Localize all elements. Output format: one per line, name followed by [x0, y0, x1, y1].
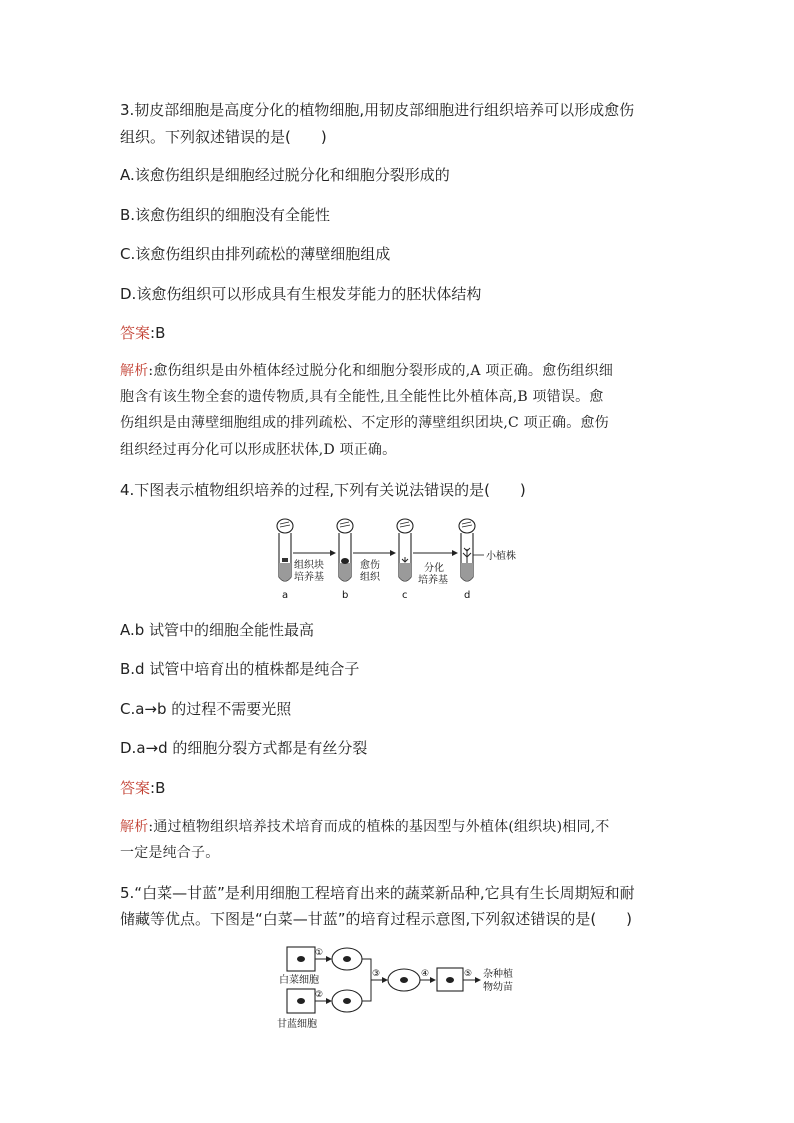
- merge-bracket: [362, 959, 371, 1001]
- label-step2: ②: [315, 990, 324, 1000]
- q4-explanation-text-1: :通过植物组织培养技术培育而成的植株的基因型与外植体(组织块)相同,不: [148, 819, 610, 835]
- tube-a-tissue-block: [282, 558, 288, 562]
- q5-somatic-hybridization-figure: [275, 943, 520, 1035]
- q3-stem-line1: 3.韧皮部细胞是高度分化的植物细胞,用韧皮部细胞进行组织培养可以形成愈伤: [120, 101, 635, 119]
- cabbage-nucleus: [297, 956, 305, 962]
- fused-nucleus: [400, 977, 408, 983]
- tube-d: [459, 519, 484, 581]
- q4-option-d: D.a→d 的细胞分裂方式都是有丝分裂: [120, 739, 368, 757]
- tube-c: [397, 519, 413, 581]
- label-tube-d: d: [464, 590, 471, 601]
- label-tissue-block: 组织块: [294, 560, 324, 571]
- arrow-step1-head: [326, 956, 332, 962]
- q3-explanation-line3: 伤组织是由薄壁细胞组成的排列疏松、不定形的薄壁组织团块,C 项正确。愈伤: [120, 415, 609, 431]
- arrow-a-b-head: [330, 550, 336, 556]
- q3-option-c: C.该愈伤组织由排列疏松的薄壁细胞组成: [120, 245, 391, 263]
- label-step1: ①: [315, 948, 324, 958]
- tube-a-medium: [279, 563, 291, 581]
- cabbage-protoplast-nucleus: [343, 956, 351, 962]
- label-tube-a: a: [282, 590, 289, 601]
- label-kale: 甘蓝细胞: [277, 1019, 317, 1030]
- q3-option-a: A.该愈伤组织是细胞经过脱分化和细胞分裂形成的: [120, 166, 450, 184]
- q4-option-b: B.d 试管中培育出的植株都是纯合子: [120, 660, 360, 678]
- tube-d-medium: [461, 563, 473, 581]
- arrow-step3-head: [382, 977, 388, 983]
- tube-c-medium: [399, 563, 411, 581]
- q4-option-a: A.b 试管中的细胞全能性最高: [120, 621, 315, 639]
- arrow-step2-head: [326, 998, 332, 1004]
- label-tube-c: c: [402, 590, 408, 601]
- q3-option-d: D.该愈伤组织可以形成具有生根发芽能力的胚状体结构: [120, 285, 482, 303]
- q4-answer: [120, 778, 165, 798]
- kale-protoplast-nucleus: [343, 998, 351, 1004]
- label-step4: ④: [421, 969, 430, 979]
- q3-answer: [120, 323, 165, 343]
- q3-explanation-label: 解析: [120, 363, 149, 379]
- q4-option-c: C.a→b 的过程不需要光照: [120, 700, 292, 718]
- q5-stem-line1: 5.“白菜—甘蓝”是利用细胞工程培育出来的蔬菜新品种,它具有生长周期短和耐: [120, 884, 635, 902]
- q4-answer-value: :B: [150, 779, 166, 797]
- q3-explanation-line4: 组织经过再分化可以形成胚状体,D 项正确。: [120, 442, 397, 458]
- q3-option-b: B.该愈伤组织的细胞没有全能性: [120, 206, 331, 224]
- tube-a: [277, 519, 293, 581]
- q3-answer-value: :B: [150, 324, 166, 342]
- q4-answer-label: 答案: [120, 779, 151, 797]
- label-plantlet: 小植株: [486, 551, 516, 562]
- kale-nucleus: [297, 998, 305, 1004]
- arrow-b-c-head: [390, 550, 396, 556]
- q5-stem-line2: 储藏等优点。下图是“白菜—甘蓝”的培育过程示意图,下列叙述错误的是( ): [120, 910, 633, 928]
- q3-explanation-line2: 胞含有该生物全套的遗传物质,具有全能性,且全能性比外植体高,B 项错误。愈: [120, 389, 604, 405]
- q4-explanation-label: 解析: [120, 819, 149, 835]
- arrow-step5-head: [475, 977, 481, 983]
- q3-explanation-text-1: :愈伤组织是由外植体经过脱分化和细胞分裂形成的,A 项正确。愈伤组织细: [148, 363, 614, 379]
- q4-explanation-line1: [120, 817, 610, 837]
- q4-tissue-culture-figure: [270, 515, 530, 605]
- tube-d-plantlet: [463, 548, 471, 563]
- hybrid-nucleus: [446, 977, 454, 983]
- label-step3: ③: [372, 969, 381, 979]
- label-callus-1: 愈伤: [360, 560, 380, 571]
- q3-explanation-line1: [120, 361, 613, 381]
- label-diff-1: 分化: [424, 563, 444, 574]
- label-hybrid-2: 物幼苗: [483, 982, 513, 993]
- label-hybrid-1: 杂种植: [483, 969, 513, 980]
- label-callus-2: 组织: [360, 572, 380, 583]
- label-step5: ⑤: [464, 969, 473, 979]
- q3-answer-label: 答案: [120, 324, 151, 342]
- q4-explanation-line2: 一定是纯合子。: [120, 845, 220, 861]
- tube-c-sprout: [402, 557, 408, 562]
- tube-b-medium: [339, 563, 351, 581]
- tube-b-callus: [341, 558, 349, 564]
- q3-stem-line2: 组织。下列叙述错误的是( ): [120, 128, 327, 146]
- label-cabbage: 白菜细胞: [279, 975, 319, 986]
- q4-stem: 4.下图表示植物组织培养的过程,下列有关说法错误的是( ): [120, 481, 526, 499]
- label-medium: 培养基: [294, 572, 324, 583]
- label-diff-2: 培养基: [418, 575, 448, 586]
- arrow-c-d-head: [452, 550, 458, 556]
- tube-b: [337, 519, 353, 581]
- arrow-step4-head: [430, 977, 436, 983]
- label-tube-b: b: [342, 590, 349, 601]
